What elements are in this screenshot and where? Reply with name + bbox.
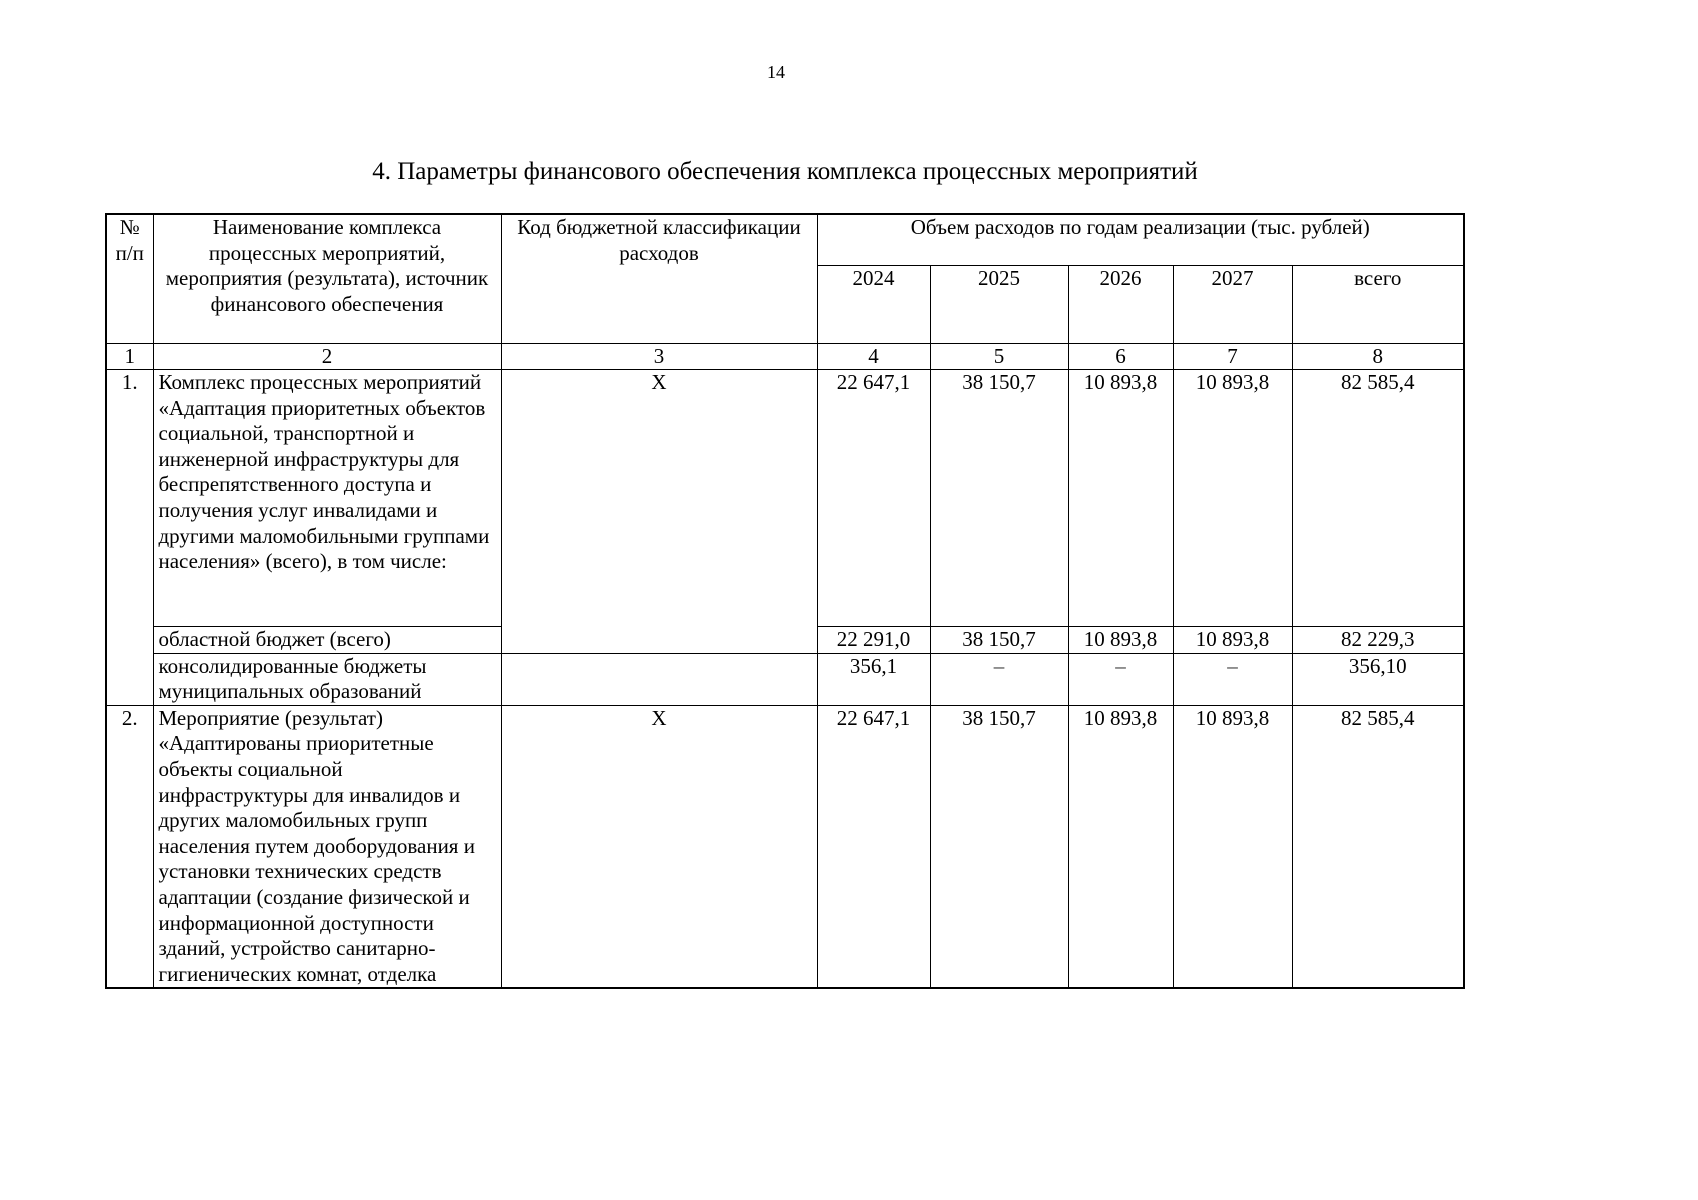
- column-number: 7: [1173, 344, 1292, 370]
- table-row: [106, 370, 1464, 627]
- row-code: Х: [501, 370, 817, 654]
- column-number: 3: [501, 344, 817, 370]
- column-number: 6: [1068, 344, 1173, 370]
- value-2024: 22 291,0: [817, 627, 930, 654]
- header-name: Наименование комплекса процессных мероприятий, мероприятия (результата), источник финансового обеспечения: [153, 214, 501, 344]
- header-code: Код бюджетной классификации расходов: [501, 214, 817, 344]
- value-2026: 10 893,8: [1068, 627, 1173, 654]
- value-2026: –: [1068, 653, 1173, 705]
- financing-table: [105, 213, 1465, 989]
- header-year-2027: 2027: [1173, 266, 1292, 344]
- value-total: 82 229,3: [1292, 627, 1464, 654]
- value-2024: 356,1: [817, 653, 930, 705]
- value-2024: 22 647,1: [817, 705, 930, 988]
- value-total: 82 585,4: [1292, 705, 1464, 988]
- header-year-2024: 2024: [817, 266, 930, 344]
- value-2025: 38 150,7: [930, 370, 1068, 627]
- row-name: областной бюджет (всего): [153, 627, 501, 654]
- value-2027: 10 893,8: [1173, 705, 1292, 988]
- row-name: Комплекс процессных мероприятий «Адаптация приоритетных объектов социальной, транспортной и инженерной инфраструктуры для беспрепятственного доступа и получения услуг инвалидами и другими маломобильными группами населения» (всего), в том числе:: [153, 370, 501, 627]
- header-row-top: [106, 214, 1464, 266]
- value-2027: –: [1173, 653, 1292, 705]
- column-number: 5: [930, 344, 1068, 370]
- value-total: 356,10: [1292, 653, 1464, 705]
- row-number: 2.: [106, 705, 153, 988]
- header-num: № п/п: [106, 214, 153, 344]
- page-number: 14: [767, 62, 785, 82]
- table-row: [106, 653, 1464, 705]
- value-2024: 22 647,1: [817, 370, 930, 627]
- header-year-2026: 2026: [1068, 266, 1173, 344]
- header-year-2025: 2025: [930, 266, 1068, 344]
- row-number: 1.: [106, 370, 153, 706]
- document-title: 4. Параметры финансового обеспечения комплекса процессных мероприятий: [372, 158, 1198, 185]
- header-volume: Объем расходов по годам реализации (тыс. рублей): [817, 214, 1464, 266]
- column-number-row: [106, 344, 1464, 370]
- value-2025: 38 150,7: [930, 705, 1068, 988]
- header-total: всего: [1292, 266, 1464, 344]
- value-2025: 38 150,7: [930, 627, 1068, 654]
- value-2025: –: [930, 653, 1068, 705]
- column-number: 8: [1292, 344, 1464, 370]
- value-2027: 10 893,8: [1173, 627, 1292, 654]
- row-code: [501, 653, 817, 705]
- value-total: 82 585,4: [1292, 370, 1464, 627]
- value-2026: 10 893,8: [1068, 705, 1173, 988]
- row-name: Мероприятие (результат) «Адаптированы приоритетные объекты социальной инфраструктуры для инвалидов и других маломобильных групп населения путем дооборудования и установки технических средств адаптации (создание физической и информационной доступности зданий, устройство санитарно-гигиенических комнат, отделка: [153, 705, 501, 988]
- column-number: 2: [153, 344, 501, 370]
- row-name: консолидированные бюджеты муниципальных образований: [153, 653, 501, 705]
- value-2027: 10 893,8: [1173, 370, 1292, 627]
- column-number: 1: [106, 344, 153, 370]
- value-2026: 10 893,8: [1068, 370, 1173, 627]
- column-number: 4: [817, 344, 930, 370]
- row-code: Х: [501, 705, 817, 988]
- table-row: [106, 705, 1464, 988]
